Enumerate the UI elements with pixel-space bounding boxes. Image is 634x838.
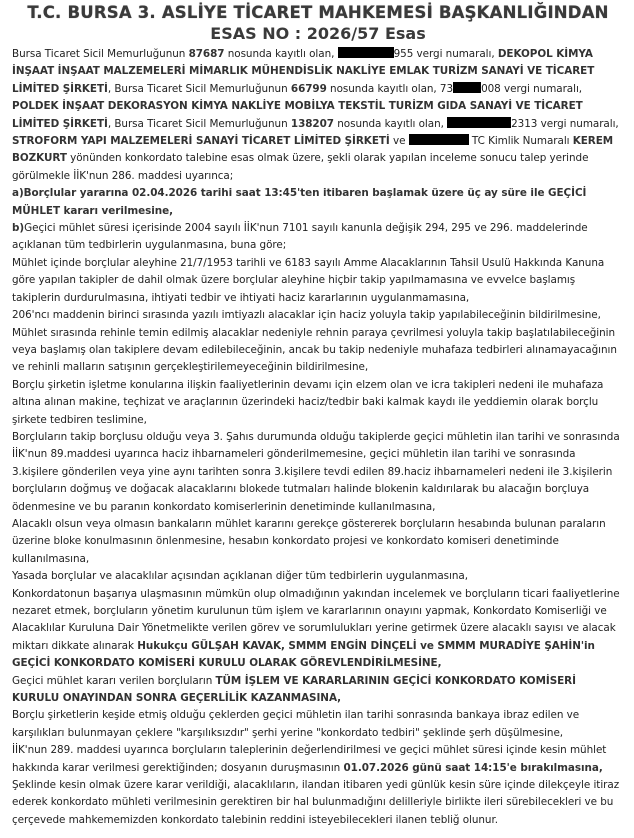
text-segment: yönünden konkordato talebine esas olmak üzere, şekli olarak yapılan inceleme sonucu talep yerinde görülmekle İİK'nun 286. maddesi uyarınca; [12,152,589,182]
text-segment: vergi numaralı, [500,82,583,95]
company-name: DEKOPOL KİMYA İNŞAAT İNŞAAT MALZEMELERİ MİMARLIK MÜHENDİSLİK NAKLİYE EMLAK TURİZM SANAYİ VE TİCARET LİMİTED ŞİRKETİ [12,48,595,95]
tax-number-tail: 955 [393,48,414,60]
measure-paragraph: Yasada borçlular ve alacaklılar açısından açıklanan diğer tüm tedbirlerin uygulanmasına, [12,570,468,583]
text-segment: nosunda kayıtlı olan, 73 [326,82,454,95]
tax-number-tail: 2313 [511,117,538,130]
text-segment: İİK'nun 289. maddesi uyarınca borçluların taleplerinin değerlendirilmesi ve geçici mühlet süresi içinde kesin mühlet hakkında karar verilmesi gerektiğinden; dosyanın duruşmasının [12,744,607,774]
text-segment: , Bursa Ticaret Sicil Memurluğunun [107,117,291,130]
cheque-paragraph: Borçlu şirketlerin keşide etmiş olduğu çeklerden geçici mühletin ilan tarihi sonrasında bankaya ibraz edilen ve karşılıkları bulunmayan çeklere "karşılıksızdır" şerhi yerine "konkordato tedbiri" şeklinde şerh düşülmesine, [12,709,580,739]
decision-item-b [12,220,624,255]
company-name: STROFORM YAPI MALZEMELERİ SANAYİ TİCARET LİMİTED ŞİRKETİ [12,135,390,148]
text-segment: ve [389,135,409,148]
measure-paragraph: Mühlet sırasında rehinle temin edilmiş alacaklar nedeniyle rehnin paraya çevrilmesi yoluyla takip başlatılabileceğinin veya başlamış olan takiplere devam edilebileceğinin, ancak bu takip nedeniyle muhafaza tedbirleri alınamayacağının ve rehinli malların satışının gerçekleştirilemeyeceğinin bildirilmesine, [12,326,617,374]
company-name: POLDEK İNŞAAT DEKORASYON KİMYA NAKLİYE MOBİLYA TEKSTİL TURİZM GIDA SANAYİ VE TİCARET LİMİTED ŞİRKETİ [12,100,583,130]
redaction-bar [453,82,481,93]
commissioner-paragraph [12,586,624,673]
registry-number: 87687 [188,48,225,60]
approval-paragraph [12,673,624,708]
person-name: KEREM BOZKURT [12,135,614,165]
measure-paragraph: Mühlet içinde borçlular aleyhine 21/7/1953 tarihli ve 6183 sayılı Amme Alacaklarının Tahsil Usulü Hakkında Kanuna göre yapılan takipler de dahil olmak üzere borçlular aleyhine hiçbir takip yapılmamasına ve evvelce başlamış takiplerin durdurulmasına, ihtiyati tedbir ve ihtiyati haciz kararlarının uygulanmamasına, [12,256,605,304]
case-number: ESAS NO : 2026/57 Esas [210,24,426,43]
registry-number: 66799 [290,82,327,95]
decision-item-a: a)Borçlular yararına 02.04.2026 tarihi saat 13:45'ten itibaren başlamak üzere üç ay süre ile GEÇİCİ MÜHLET kararı verilmesine, [12,187,587,217]
commissioners: Hukukçu GÜLŞAH KAVAK, SMMM ENGİN DİNÇELİ ve SMMM MURADİYE ŞAHİN'in GEÇİCİ KONKORDATO KOMİSERİ KURULU OLARAK GÖREVLENDİRİLMESİNE, [12,639,595,670]
measure-paragraph: Borçluların takip borçlusu olduğu veya 3. Şahıs durumunda olduğu takiplerde geçici mühletin ilan tarihi ve sonrasında İİK'nun 89.maddesi uyarınca haciz ihbarnameleri gönderilmemesine, geçici mühletin ilan tarihi ve sonrasında 3.kişilere gönderilen veya yine aynı tarihten sonra 3.kişilere tevdi edilen 89.haciz ihbarnameleri nedeni ile 3.kişilerin borçluların doğmuş ve doğacak alacaklarını blokede tutmaları halinde blokenin kaldırılarak bu alacağın borçluya ödenmesine ve bu paranın konkordato komiserlerinin denetiminde kullanılmasına, [12,430,620,513]
item-label: b) [12,222,25,235]
text-segment: Konkordatonun başarıya ulaşmasının mümkün olup olmadığının yakından incelemek ve borçluların ticari faaliyetlerine nezaret etmek, borçluların yönetim kurulunun tüm işlem ve kararlarının onayını yapmak, Konkordato Komiserliği ve Alacaklılar Kuruluna Dair Yönetmelikte verilen görev ve sorumlulukları yerine getirmek üzere alacaklı sayısı ve alacak miktarı dikkate alınarak [12,587,620,652]
redaction-bar [409,134,469,145]
item-text: Geçici mühlet süresi içerisinde 2004 sayılı İİK'nun 7101 sayılı kanunla değişik 294, 295 ve 296. maddelerinde açıklanan tüm tedbirlerin uygulanmasına, buna göre; [12,222,588,252]
measure-paragraph: Borçlu şirketin işletme konularına ilişkin faaliyetlerinin devamı için elzem olan ve icra takipleri nedeni ile muhafaza altına alınan makine, teçhizat ve araçlarının üzerindeki haciz/tedbir baki kalmak kaydı ile yeddiemin olarak borçlu şirkete tedbiren teslimine, [12,378,604,426]
text-segment: Bursa Ticaret Sicil Memurluğunun [12,48,189,60]
registry-number: 138207 [290,117,334,130]
announcement-body [12,46,624,829]
redaction-bar [447,117,511,128]
hearing-date: 01.07.2026 günü saat 14:15'e bırakılmasına, [343,761,603,774]
text-segment: nosunda kayıtlı olan, [333,117,448,130]
closing-paragraph: Şeklinde kesin olmak üzere karar verildiği, alacaklıların, ilandan itibaren yedi günlük kesin süre içinde dilekçeyle itiraz ederek konkordato mühleti verilmesinin gerektiren bir hal bulunmadığını delilleriyle birlikte ileri sürebilecekleri ve bu çerçevede mahkememizden konkordato talebinin reddini isteyebilecekleri ilanen tebliğ olunur. [12,779,620,826]
parties-paragraph [12,46,624,185]
measure-paragraph: 206'ncı maddenin birinci sırasında yazılı imtiyazlı alacaklar için haciz yoluyla takip yapılabileceğinin bildirilmesine, [12,309,601,322]
text-segment: TC Kimlik Numaralı [468,135,573,148]
text-segment: Geçici mühlet kararı verilen borçluların [12,674,216,687]
hearing-paragraph [12,742,624,777]
text-segment: , Bursa Ticaret Sicil Memurluğunun [107,82,291,95]
approval-clause: TÜM İŞLEM VE KARARLARININ GEÇİCİ KONKORDATO KOMİSERİ KURULU ONAYINDAN SONRA GEÇERLİLİK KAZANMASINA, [12,674,576,705]
text-segment: vergi numaralı, [413,48,498,60]
measure-paragraph: Alacaklı olsun veya olmasın bankaların mühlet kararını gerekçe göstererek borçluların hesabında bulunan paraların üzerine bloke konulmasının önlenmesine, hesabın konkordato projesi ve konkordato komiseri denetiminde kullanılmasına, [12,517,606,565]
court-heading: T.C. BURSA 3. ASLİYE TİCARET MAHKEMESİ BAŞKANLIĞINDAN [27,3,609,22]
text-segment: vergi numaralı, [537,117,619,130]
tax-number-tail: 008 [481,82,501,95]
text-segment: nosunda kayıtlı olan, [224,48,338,60]
redaction-bar [338,47,394,58]
